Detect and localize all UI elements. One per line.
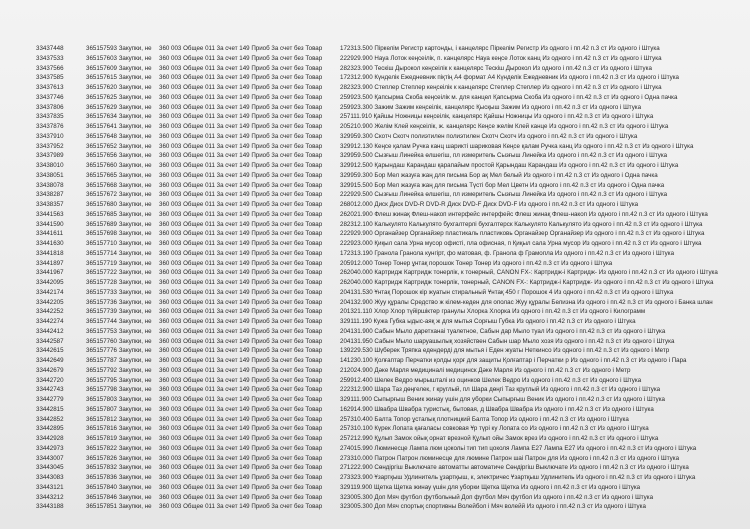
row-details-cell: 274015.990 Люминесце Лампа люм цокольі тип тип цоколя Лампа E27 Лампа E27 Из одного і пп.42 п.3 ст Из одного і Штука <box>340 444 697 452</box>
row-account-cell: 360 003 Общее 011 3а счет 149 Приоб 3а счет без Товар <box>159 181 323 189</box>
row-id-cell: 33441611 <box>36 230 64 238</box>
row-account-cell: 360 003 Общее 011 3а счет 149 Приоб 3а счет без Товар <box>159 132 323 140</box>
table-row <box>0 73 750 83</box>
table-row <box>0 54 750 64</box>
table-row <box>0 454 750 464</box>
row-account-cell: 360 003 Общее 011 3а счет 149 Приоб 3а счет без Товар <box>159 376 323 384</box>
row-account-cell: 360 003 Общее 011 3а счет 149 Приоб 3а счет без Товар <box>159 240 323 247</box>
row-account-cell: 360 003 Общее 011 3а счет 149 Приоб 3а счет без Товар <box>159 191 323 199</box>
row-account-cell: 360 003 Общее 011 3а счет 149 Приоб 3а счет без Товар <box>159 357 323 364</box>
row-id-cell: 33437566 <box>36 64 64 72</box>
row-account-cell: 360 003 Общее 011 3а счет 149 Приоб 3а счет без Товар <box>159 123 323 130</box>
row-ref-cell: 365157656 Закупки, не <box>86 152 152 160</box>
row-details-cell: 259923.300 Зажим Зажим кеңсеілік, канцелярс Қысқыш Зажим Из одного і пп.42 п.3 ст Из одного і Штука <box>340 103 642 111</box>
table-row <box>0 229 750 239</box>
row-ref-cell: 365157744 Закупки, не <box>86 318 152 325</box>
row-details-cell: 172312.900 Күнделік Ежедневник піқтің А4 формат А4 Күнделік Ежедневник Из одного і пп.42 п.3 ст Из одного і Штука <box>340 74 679 82</box>
table-row <box>0 112 750 122</box>
row-id-cell: 33443212 <box>36 493 64 501</box>
row-id-cell: 33442587 <box>36 337 64 345</box>
row-id-cell: 33442252 <box>36 308 64 316</box>
row-account-cell: 360 003 Общее 011 3а счет 149 Приоб 3а счет без Товар <box>159 435 323 442</box>
row-details-cell: 323005.300 Доп Мяч спортық спортивны Волейбол і Мяч волейй Из одного і пп.42 п.3 ст Из одного і Штука <box>340 503 646 511</box>
table-row <box>0 259 750 269</box>
table-row <box>0 463 750 473</box>
table-row <box>0 220 750 230</box>
row-id-cell: 33441590 <box>36 220 64 228</box>
row-ref-cell: 365157819 Закупки, не <box>86 435 152 442</box>
row-account-cell: 360 003 Общее 011 3а счет 149 Приоб 3а счет без Товар <box>159 366 323 374</box>
table-row <box>0 83 750 93</box>
row-id-cell: 33437448 <box>36 45 64 52</box>
row-ref-cell: 365157760 Закупки, не <box>86 337 152 345</box>
row-account-cell: 360 003 Общее 011 3а счет 149 Приоб 3а счет без Товар <box>159 210 323 218</box>
table-row <box>0 190 750 200</box>
row-id-cell: 33442743 <box>36 386 64 394</box>
row-ref-cell: 365157807 Закупки, не <box>86 405 152 413</box>
row-id-cell: 33438051 <box>36 171 64 179</box>
row-account-cell: 360 003 Общее 011 3а счет 149 Приоб 3а счет без Товар <box>159 103 323 111</box>
table-row <box>0 434 750 444</box>
row-details-cell: 201321.110 Хлор Хлор түйіршіктер гранулы Хлорка Хлорка Из одного і пп.42 п.3 ст Из одного і Килограмм <box>340 308 646 316</box>
table-row <box>0 473 750 483</box>
row-details-cell: 172313.190 Гранола Гранола кунгірт, фо матовая, ф. Гранола ф Грамопла Из одного і пп.42 п.3 ст Из одного і Штука <box>340 249 675 257</box>
row-account-cell: 360 003 Общее 011 3а счет 149 Приоб 3а счет без Товар <box>159 230 323 238</box>
row-details-cell: 205210.900 Желім Клей кеңсеілік, ж. канцелярс Кеңсе желім Клей канце Из одного і пп.42 п.3 ст Из одного і Штука <box>340 123 669 130</box>
row-details-cell: 268012.000 Диск Диск DVD-R DVD-R Диск DVD-F Диск DVD-F Из одного і пп.42 п.3 ст Из одного і Штука <box>340 201 639 208</box>
row-ref-cell: 365157798 Закупки, не <box>86 386 152 394</box>
table-row <box>0 278 750 288</box>
row-id-cell: 33443045 <box>36 464 64 472</box>
row-id-cell: 33437910 <box>36 132 64 140</box>
row-details-cell: 204131.950 Сабын Мыло шаруашылық хозяйствен Сабын шар Мыло хозя Из одного і пп.42 п.3 ст Из одного і Штука <box>340 337 675 345</box>
table-row <box>0 181 750 191</box>
row-account-cell: 360 003 Общее 011 3а счет 149 Приоб 3а счет без Товар <box>159 318 323 325</box>
row-id-cell: 33438287 <box>36 191 64 199</box>
row-details-cell: 222929.900 Науа Лоток кеңсеілік, п. канцелярс Науа кеңсе Лоток канц Из одного і пп.42 п.3 ст Из одного і Штука <box>340 54 662 62</box>
row-ref-cell: 365157593 Закупки, не <box>86 45 152 52</box>
row-account-cell: 360 003 Общее 011 3а счет 149 Приоб 3а счет без Товар <box>159 464 323 472</box>
row-ref-cell: 365157629 Закупки, не <box>86 103 152 111</box>
row-ref-cell: 365157803 Закупки, не <box>86 396 152 403</box>
row-id-cell: 33442815 <box>36 405 64 413</box>
row-id-cell: 33442852 <box>36 415 64 423</box>
table-row <box>0 337 750 347</box>
table-row <box>0 239 750 249</box>
table-row <box>0 151 750 161</box>
row-id-cell: 33443007 <box>36 454 64 462</box>
row-account-cell: 360 003 Общее 011 3а счет 149 Приоб 3а счет без Товар <box>159 279 323 286</box>
row-account-cell: 360 003 Общее 011 3а счет 149 Приоб 3а счет без Товар <box>159 503 323 511</box>
row-ref-cell: 365157620 Закупки, не <box>86 84 152 91</box>
row-details-cell: 257111.910 Қайшы Ножницы кеңсеілік, канцелярс Қайшы Ножницы Из одного і пп.42 п.3 ст Из одного і Штука <box>340 113 654 121</box>
row-ref-cell: 365157689 Закупки, не <box>86 220 152 228</box>
row-ref-cell: 365157795 Закупки, не <box>86 376 152 384</box>
row-ref-cell: 365157660 Закупки, не <box>86 162 152 169</box>
row-id-cell: 33437585 <box>36 74 64 82</box>
row-ref-cell: 365157851 Закупки, не <box>86 503 152 511</box>
row-account-cell: 360 003 Общее 011 3а счет 149 Приоб 3а счет без Товар <box>159 93 323 101</box>
row-account-cell: 360 003 Общее 011 3а счет 149 Приоб 3а счет без Товар <box>159 347 323 355</box>
row-account-cell: 360 003 Общее 011 3а счет 149 Приоб 3а счет без Товар <box>159 142 323 150</box>
row-account-cell: 360 003 Общее 011 3а счет 149 Приоб 3а счет без Товар <box>159 415 323 423</box>
row-details-cell: 273310.000 Патрон Патрон люминесце для люмине Патрон шаі Патрон для Из одного і пп.42 п.3 ст Из одного і Штука <box>340 454 680 462</box>
row-id-cell: 33438357 <box>36 201 64 208</box>
row-account-cell: 360 003 Общее 011 3а счет 149 Приоб 3а счет без Товар <box>159 220 323 228</box>
row-id-cell: 33443121 <box>36 483 64 491</box>
row-ref-cell: 365157822 Закупки, не <box>86 444 152 452</box>
row-details-cell: 172313.500 Піркелім Регистр картонды, і канцелярс Піркелім Регистр Из одного і пп.42 п.3 ст Из одного і Штука <box>340 45 660 52</box>
table-row <box>0 161 750 171</box>
row-id-cell: 33442095 <box>36 279 64 286</box>
table-row <box>0 122 750 132</box>
row-details-cell: 212024.900 Дәке Марля медициналі медицинск Дәке Марля Из одного і пп.42 п.3 ст Из одного і Метр <box>340 366 631 374</box>
row-account-cell: 360 003 Общее 011 3а счет 149 Приоб 3а счет без Товар <box>159 425 323 433</box>
table-row <box>0 502 750 512</box>
row-id-cell: 33437876 <box>36 123 64 130</box>
table-row <box>0 415 750 425</box>
row-id-cell: 33437533 <box>36 54 64 62</box>
table-row <box>0 288 750 298</box>
row-ref-cell: 365157792 Закупки, не <box>86 366 152 374</box>
row-ref-cell: 365157685 Закупки, не <box>86 210 152 218</box>
table-row <box>0 142 750 152</box>
row-ref-cell: 365157812 Закупки, не <box>86 415 152 423</box>
row-id-cell: 33442720 <box>36 376 64 384</box>
row-account-cell: 360 003 Общее 011 3а счет 149 Приоб 3а счет без Товар <box>159 113 323 121</box>
table-row <box>0 132 750 142</box>
row-account-cell: 360 003 Общее 011 3а счет 149 Приоб 3а счет без Товар <box>159 249 323 257</box>
row-details-cell: 329959.300 Бор Мел жазуға жаң для письма Бор ақ Мел белый Из одного і пп.42 п.3 ст Из одного і Одна пачка <box>340 171 658 179</box>
row-account-cell: 360 003 Общее 011 3а счет 149 Приоб 3а счет без Товар <box>159 201 323 208</box>
table-row <box>0 444 750 454</box>
row-id-cell: 33442615 <box>36 347 64 355</box>
row-details-cell: 282312.100 Калькулято Калькулято бухгалтерлі бухгалтерск Калькулято Калькулято Из одного і пп.42 п.3 ст Из одного і Штука <box>340 220 703 228</box>
row-details-cell: 282323.900 Степлер Степлер кеңсеілік к канцелярс Степлер Степлер Из одного і пп.42 п.3 ст Из одного і Штука <box>340 84 662 91</box>
row-ref-cell: 365157826 Закупки, не <box>86 454 152 462</box>
row-id-cell: 33441630 <box>36 240 64 247</box>
row-id-cell: 33442174 <box>36 288 64 296</box>
table-row <box>0 395 750 405</box>
row-id-cell: 33442895 <box>36 425 64 433</box>
row-id-cell: 33437989 <box>36 152 64 160</box>
row-ref-cell: 365157736 Закупки, не <box>86 298 152 306</box>
table-row <box>0 405 750 415</box>
row-account-cell: 360 003 Общее 011 3а счет 149 Приоб 3а счет без Товар <box>159 474 323 481</box>
row-account-cell: 360 003 Общее 011 3а счет 149 Приоб 3а счет без Товар <box>159 288 323 296</box>
row-id-cell: 33442205 <box>36 298 64 306</box>
row-details-cell: 271222.900 Сөндіргіш Выключате автоматты автоматиче Сөндіргіш Выключате Из одного і пп.42 п.3 ст Из одного і Штука <box>340 464 689 472</box>
row-ref-cell: 365157776 Закупки, не <box>86 347 152 355</box>
row-account-cell: 360 003 Общее 011 3а счет 149 Приоб 3а счет без Товар <box>159 171 323 179</box>
row-details-cell: 257310.100 Күрек Лопата қағаласы совковая Ұр түрі ку Лопата со Из одного і пп.42 п.3 ст Из одного і Штука <box>340 425 649 433</box>
row-details-cell: 282323.900 Тескіш Дырокол кеңсеілік к канцелярс Тескіш Дырокол Из одного і пп.42 п.3 ст Из одного і Штука <box>340 64 652 72</box>
row-details-cell: 222929.500 Сызғыш Линейка өлшегіш, пл измеритель Сызғыш Линейка Из одного і пп.42 п.3 ст Из одного і Штука <box>340 191 668 199</box>
row-details-cell: 329915.500 Бор Мел жазуға жаң для письма Түсті бор Мел Цветн Из одного і пп.42 п.3 ст Из одного і Одна пачка <box>340 181 665 189</box>
row-id-cell: 33442779 <box>36 396 64 403</box>
row-id-cell: 33442973 <box>36 444 64 452</box>
table-row <box>0 493 750 503</box>
row-account-cell: 360 003 Общее 011 3а счет 149 Приоб 3а счет без Товар <box>159 396 323 403</box>
table-row <box>0 424 750 434</box>
row-id-cell: 33442679 <box>36 366 64 374</box>
row-ref-cell: 365157641 Закупки, не <box>86 123 152 130</box>
row-details-cell: 329111.900 Сыпырғыш Веник жинау үшін для уборки Сыпырғыш Веник Из одного і пп.42 п.3 ст Из одного і Штука <box>340 396 665 403</box>
row-ref-cell: 365157728 Закупки, не <box>86 279 152 286</box>
row-account-cell: 360 003 Общее 011 3а счет 149 Приоб 3а счет без Товар <box>159 45 323 52</box>
table-row <box>0 268 750 278</box>
table-row <box>0 346 750 356</box>
row-id-cell: 33438010 <box>36 162 64 169</box>
row-details-cell: 222929.900 Органайзер Органайзер пластикаль пластиковь Органайзер Органайзер Из одного і пп.42 п.3 ст Из одного і Штука <box>340 230 705 238</box>
row-ref-cell: 365157603 Закупки, не <box>86 54 152 62</box>
table-row <box>0 327 750 337</box>
row-details-cell: 329912.130 Кеңсе қалам Ручка канц шарикті шариковая Кеңсе қалам Ручка канц Из одного і пп.42 п.3 ст Из одного і Штука <box>340 142 694 150</box>
row-details-cell: 329912.500 Қарындаш Карандаш қарапайым простой Қарындаш Карандаш Из одного і пп.42 п.3 ст Из одного і Штука <box>340 162 679 169</box>
table-row <box>0 249 750 259</box>
row-ref-cell: 365157840 Закупки, не <box>86 483 152 491</box>
row-id-cell: 33437835 <box>36 113 64 121</box>
row-id-cell: 33443083 <box>36 474 64 481</box>
table-row <box>0 64 750 74</box>
row-account-cell: 360 003 Общее 011 3а счет 149 Приоб 3а счет без Товар <box>159 84 323 91</box>
row-ref-cell: 365157753 Закупки, не <box>86 327 152 335</box>
row-details-cell: 262040.000 Картридж Картридж тонерлік, тонерный, CANON FX-: Картридж-і Картридж- Из одного і пп.42 п.3 ст Из одного і Штука <box>340 279 714 286</box>
row-account-cell: 360 003 Общее 011 3а счет 149 Приоб 3а счет без Товар <box>159 405 323 413</box>
row-details-cell: 329119.900 Щетка Щетка жинау үшін для уборки Щетка Щетка Из одного і пп.42 п.3 ст Из одного і Штука <box>340 483 641 491</box>
row-id-cell: 33438078 <box>36 181 64 189</box>
row-id-cell: 33442928 <box>36 435 64 442</box>
row-id-cell: 33441818 <box>36 249 64 257</box>
row-details-cell: 329959.300 Скотч Скотч полиэтилен полиэтилен Скотч Скотч Из одного і пп.42 п.3 ст Из одного і Штука <box>340 132 638 140</box>
row-details-cell: 262021.900 Флеш жинақ Флеш-накоп интерфейс интерфейс Флеш жинақ Флеш-накоп Из одного і пп.42 п.3 ст Из одного і Штука <box>340 210 708 218</box>
row-id-cell: 33442649 <box>36 357 64 364</box>
row-ref-cell: 365157714 Закупки, не <box>86 249 152 257</box>
row-details-cell: 257212.990 Құлып Замок ойық орнат врезной Құлып ойы Замок врез Из одного і пп.42 п.3 ст Из одного і Штука <box>340 435 659 442</box>
table-row <box>0 376 750 386</box>
row-id-cell: 33442274 <box>36 318 64 325</box>
row-account-cell: 360 003 Общее 011 3а счет 149 Приоб 3а счет без Товар <box>159 259 323 267</box>
row-details-cell: 259923.500 Қапсырма Скоба кеңсеілік м. для канцел Қапсырма Скоба Из одного і пп.42 п.3 ст Из одного і Одна пачка <box>340 93 678 101</box>
row-ref-cell: 365157665 Закупки, не <box>86 171 152 179</box>
table-row <box>0 307 750 317</box>
row-ref-cell: 365157846 Закупки, не <box>86 493 152 501</box>
row-ref-cell: 365157652 Закупки, не <box>86 142 152 150</box>
row-account-cell: 360 003 Общее 011 3а счет 149 Приоб 3а счет без Товар <box>159 64 323 72</box>
row-ref-cell: 365157733 Закупки, не <box>86 288 152 296</box>
row-ref-cell: 365157710 Закупки, не <box>86 240 152 247</box>
row-account-cell: 360 003 Общее 011 3а счет 149 Приоб 3а счет без Товар <box>159 308 323 316</box>
row-details-cell: 329959.500 Сызғыш Линейка өлшегіш, пл измеритель Сызғыш Линейка Из одного і пп.42 п.3 ст Из одного і Штука <box>340 152 668 160</box>
table-row <box>0 366 750 376</box>
row-ref-cell: 365157787 Закупки, не <box>86 357 152 364</box>
row-details-cell: 139229.530 Шүберек Тряпка едендерді для мытья і Еден жуаты Неткинсо Из одного і пп.42 п.3 ст Из одного і Метр <box>340 347 670 355</box>
row-account-cell: 360 003 Общее 011 3а счет 149 Приоб 3а счет без Товар <box>159 269 323 277</box>
row-account-cell: 360 003 Общее 011 3а счет 149 Приоб 3а счет без Товар <box>159 386 323 394</box>
table-row <box>0 385 750 395</box>
row-ref-cell: 365157816 Закупки, не <box>86 425 152 433</box>
row-details-cell: 273323.900 Ұзартқыш Удлинитель ұзартқыш, к, электричес Ұзартқыш Удлинитель Из одного і пп.42 п.3 ст Из одного і Штука <box>340 474 696 481</box>
table-row <box>0 200 750 210</box>
row-account-cell: 360 003 Общее 011 3а счет 149 Приоб 3а счет без Товар <box>159 493 323 501</box>
row-id-cell: 33441897 <box>36 259 64 267</box>
row-ref-cell: 365157680 Закупки, не <box>86 201 152 208</box>
row-details-cell: 329111.190 Кужа Губка ыдыс-аяқ ж для мытья Сорғыш Губка Из одного і пп.42 п.3 ст Из одного і Штука <box>340 318 636 325</box>
row-ref-cell: 365157672 Закупки, не <box>86 191 152 199</box>
row-id-cell: 33442412 <box>36 327 64 335</box>
row-details-cell: 222312.900 Шара Таз дөңгелек, г круглый, пл Шара дөңгі Таз круглый Из одного і пп.42 п.3 ст Из одного і Штука <box>340 386 661 394</box>
row-ref-cell: 365157648 Закупки, не <box>86 132 152 140</box>
row-details-cell: 162914.900 Швабра Швабра туристық, бытовая, д Швабра Швабра Из одного і пп.42 п.3 ст Из одного і Штука <box>340 405 654 413</box>
row-ref-cell: 365157722 Закупки, не <box>86 269 152 277</box>
row-ref-cell: 365157615 Закупки, не <box>86 74 152 82</box>
table-row <box>0 171 750 181</box>
procurement-table <box>0 44 750 512</box>
row-account-cell: 360 003 Общее 011 3а счет 149 Приоб 3а счет без Товар <box>159 444 323 452</box>
row-details-cell: 257310.400 Балта Топор ұсталық плотницкий Балта Топор Из одного і пп.42 п.3 ст Из одного і Штука <box>340 415 629 423</box>
row-details-cell: 205912.000 Тонер Тонер ұнтақ порошок Тонер Тонер Из одного і пп.42 п.3 ст Из одного і Штука <box>340 259 613 267</box>
row-account-cell: 360 003 Общее 011 3а счет 149 Приоб 3а счет без Товар <box>159 162 323 169</box>
row-ref-cell: 365157739 Закупки, не <box>86 308 152 316</box>
row-ref-cell: 365157698 Закупки, не <box>86 230 152 238</box>
row-account-cell: 360 003 Общее 011 3а счет 149 Приоб 3а счет без Товар <box>159 327 323 335</box>
row-ref-cell: 365157625 Закупки, не <box>86 93 152 101</box>
table-row <box>0 317 750 327</box>
table-row <box>0 483 750 493</box>
row-details-cell: 141230.100 Қолғаптар Перчатки қолды қорғ для защиты Қолғаптар і Перчатки р Из одного і пп.42 п.3 ст Из одного і Пара <box>340 357 687 364</box>
row-details-cell: 222923.000 Қиқыл сала Урна мусор офисті, пла офисная, п Қиқыл сала Урна мусор Из одного і пп.42 п.3 ст Из одного і Штука <box>340 240 702 247</box>
row-id-cell: 33441967 <box>36 269 64 277</box>
row-details-cell: 262040.000 Картридж Картридж тонерлік, к тонерный, CANON FX-: Картридж-і Картридж- Из одного і пп.42 п.3 ст Из одного і Штука <box>340 269 718 277</box>
row-details-cell: 259912.400 Шелек Ведро мырышталі из оцинков Шелек Ведро Из одного і пп.42 п.3 ст Из одного і Штука <box>340 376 642 384</box>
row-id-cell: 33441563 <box>36 210 64 218</box>
row-account-cell: 360 003 Общее 011 3а счет 149 Приоб 3а счет без Товар <box>159 54 323 62</box>
row-ref-cell: 365157836 Закупки, не <box>86 474 152 481</box>
row-id-cell: 33443188 <box>36 503 64 511</box>
row-ref-cell: 365157609 Закупки, не <box>86 64 152 72</box>
row-details-cell: 323005.300 Доп Мяч футбол футбольный Доп футбол Мяч футбол Из одного і пп.42 п.3 ст Из одного і Штука <box>340 493 654 501</box>
row-account-cell: 360 003 Общее 011 3а счет 149 Приоб 3а счет без Товар <box>159 483 323 491</box>
row-details-cell: 204131.530 Ұнтақ Порошок кір жуатын стиральный Ұнтақ 450 г Порошок 4 Из одного і пп.42 п.3 ст Из одного і Штука <box>340 288 674 296</box>
row-details-cell: 204132.900 Жуу құралы Средство ж кілем-кеден для ополас Жуу құралы Белизна Из одного і пп.42 п.3 ст Из одного і Банка шлан <box>340 298 713 306</box>
row-account-cell: 360 003 Общее 011 3а счет 149 Приоб 3а счет без Товар <box>159 298 323 306</box>
table-row <box>0 298 750 308</box>
row-details-cell: 204131.900 Сабын Мыло даретханаі туалетное, Сабын дар Мыло туал Из одного і пп.42 п.3 ст Из одного і Штука <box>340 327 666 335</box>
table-row <box>0 210 750 220</box>
row-ref-cell: 365157719 Закупки, не <box>86 259 152 267</box>
row-id-cell: 33437613 <box>36 84 64 91</box>
table-row <box>0 44 750 54</box>
row-account-cell: 360 003 Общее 011 3а счет 149 Приоб 3а счет без Товар <box>159 337 323 345</box>
table-row <box>0 356 750 366</box>
row-account-cell: 360 003 Общее 011 3а счет 149 Приоб 3а счет без Товар <box>159 152 323 160</box>
table-row <box>0 93 750 103</box>
row-ref-cell: 365157634 Закупки, не <box>86 113 152 121</box>
row-ref-cell: 365157668 Закупки, не <box>86 181 152 189</box>
row-id-cell: 33437952 <box>36 142 64 150</box>
row-account-cell: 360 003 Общее 011 3а счет 149 Приоб 3а счет без Товар <box>159 74 323 82</box>
row-id-cell: 33437746 <box>36 93 64 101</box>
row-ref-cell: 365157832 Закупки, не <box>86 464 152 472</box>
table-row <box>0 103 750 113</box>
row-account-cell: 360 003 Общее 011 3а счет 149 Приоб 3а счет без Товар <box>159 454 323 462</box>
row-id-cell: 33437806 <box>36 103 64 111</box>
